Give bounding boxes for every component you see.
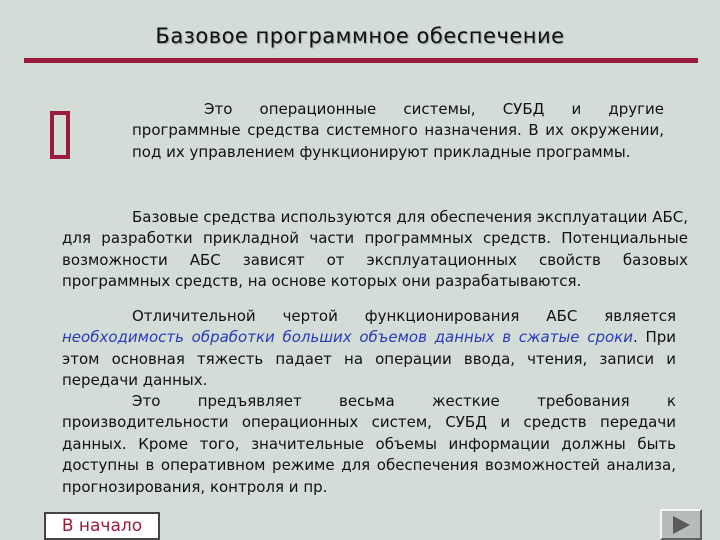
paragraph-distinctive-feature [62, 306, 676, 392]
paragraph-distinctive-text: Отличительной чертой функционирования АБС является [132, 307, 676, 325]
paragraph-base-tools: Базовые средства используются для обеспечения эксплуатации АБС, для разработки прикладной части программных средств. Потенциальные возможности АБС зависят от эксплуатационных свойств базовых программных средств, на основе которых они разрабатываются. [62, 208, 688, 291]
paragraph-requirements: Это предъявляет весьма жесткие требования к производительности операционных систем, СУБД и средств передачи данных. Кроме того, значительные объемы информации должны быть доступны в оперативном режиме для обеспечения возможностей анализа, прогнозирования, контроля и пр. [62, 392, 676, 496]
play-arrow-icon [673, 516, 690, 534]
slide-title: Базовое программное обеспечение [155, 24, 565, 48]
emphasis-text: необходимость обработки больших объемов данных в сжатые сроки [62, 328, 633, 347]
paragraph-os-description: Это операционные системы, СУБД и другие программные средства системного назначения. В их окружении, под их управлением функционируют прикладные программы. [132, 100, 664, 161]
next-slide-button[interactable] [660, 509, 702, 540]
to-start-button[interactable]: В начало [44, 512, 160, 540]
bullet-marker-icon [50, 111, 70, 159]
paragraph-distinctive-tail: . При этом основная тяжесть падает на операции ввода, чтения, записи и передачи данных. [62, 328, 676, 390]
title-underline [24, 58, 698, 63]
